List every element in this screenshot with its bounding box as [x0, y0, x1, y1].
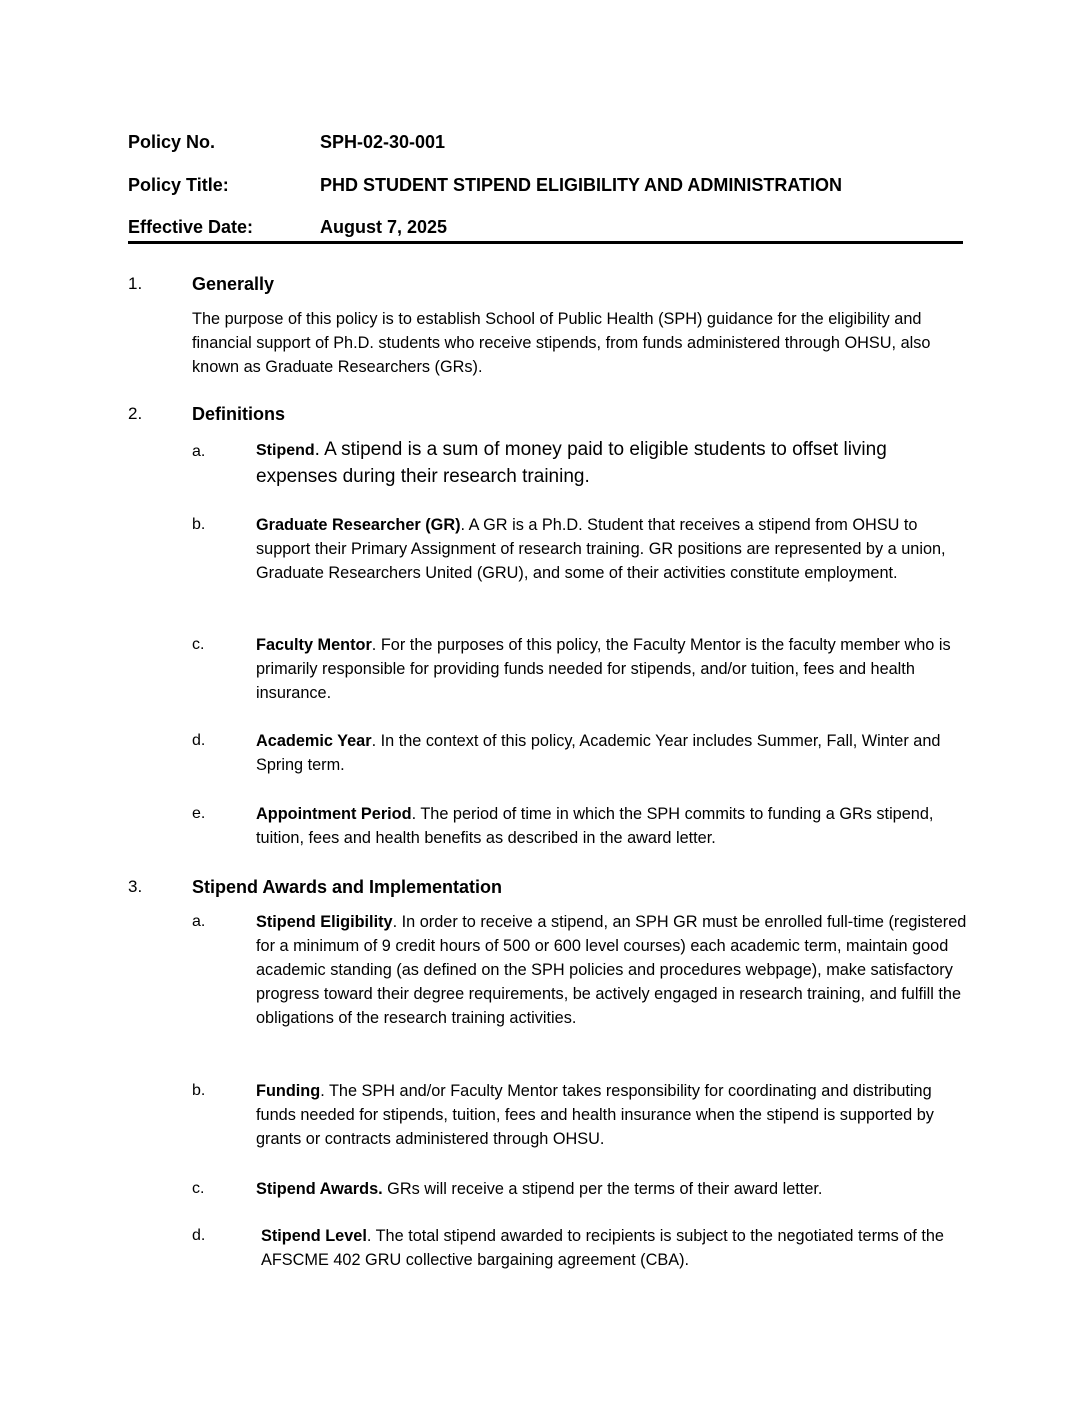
section-title-stipend-awards: Stipend Awards and Implementation	[192, 877, 503, 897]
list-item-letter: a.	[192, 913, 206, 930]
list-item-letter: b.	[192, 516, 206, 533]
definition-text: . The period of time in which the SPH commits to funding a GRs stipend, tuition, fees and health benefits as described in the award letter.	[256, 805, 934, 847]
policy-title-label: Policy Title:	[128, 175, 229, 195]
stipend-eligibility-item	[256, 910, 968, 1030]
effective-date-value: August 7, 2025	[320, 217, 448, 237]
section-title-definitions: Definitions	[192, 404, 285, 424]
section-number: 2.	[128, 404, 143, 423]
effective-date-label: Effective Date:	[128, 217, 254, 237]
item-text: . The total stipend awarded to recipients is subject to the negotiated terms of the AFSCME 402 GRU collective bargaining agreement (CBA).	[261, 1227, 944, 1269]
definition-text: . In the context of this policy, Academic Year includes Summer, Fall, Winter and Spring term.	[256, 732, 941, 774]
header-divider	[128, 241, 963, 244]
list-item-letter: d.	[192, 1227, 206, 1244]
item-term: Stipend Level	[261, 1227, 367, 1245]
list-item-letter: d.	[192, 732, 206, 749]
list-item-letter: c.	[192, 1180, 205, 1197]
section-number: 1.	[128, 274, 143, 293]
policy-title-value: PHD STUDENT STIPEND ELIGIBILITY AND ADMINISTRATION	[320, 175, 843, 195]
stipend-awards-item	[256, 1177, 968, 1201]
definition-term: Appointment Period	[256, 805, 412, 823]
definition-text: . For the purposes of this policy, the Faculty Mentor is the faculty member who is primarily responsible for providing funds needed for stipends, and/or tuition, fees and health insurance.	[256, 636, 951, 702]
definition-term: Stipend	[256, 442, 315, 459]
definition-term: Graduate Researcher (GR)	[256, 516, 461, 534]
item-text: GRs will receive a stipend per the terms of their award letter.	[382, 1180, 823, 1198]
policy-number-label: Policy No.	[128, 132, 216, 152]
policy-number-value: SPH-02-30-001	[320, 132, 446, 152]
item-term: Funding	[256, 1082, 321, 1100]
definition-faculty-mentor	[256, 633, 968, 705]
section-number: 3.	[128, 877, 143, 896]
item-term: Stipend Awards.	[256, 1180, 383, 1198]
section-generally-text: The purpose of this policy is to establish School of Public Health (SPH) guidance for the eligibility and financial support of Ph.D. students who receive stipends, from funds administered through OHSU, also known as Graduate Researchers (GRs).	[192, 310, 931, 376]
list-item-letter: c.	[192, 636, 205, 653]
list-item-letter: a.	[192, 443, 206, 460]
definition-academic-year	[256, 729, 968, 777]
funding-item	[256, 1079, 968, 1151]
definition-term: Faculty Mentor	[256, 636, 372, 654]
section-title-generally: Generally	[192, 274, 275, 294]
list-item-letter: e.	[192, 805, 206, 822]
definition-appointment-period	[256, 802, 968, 850]
item-term: Stipend Eligibility	[256, 913, 393, 931]
item-text: . The SPH and/or Faculty Mentor takes responsibility for coordinating and distributing funds needed for stipends, tuition, fees and health insurance when the stipend is supported by grants or contracts administered through OHSU.	[256, 1082, 934, 1148]
definition-stipend	[256, 437, 968, 490]
list-item-letter: b.	[192, 1082, 206, 1099]
definition-graduate-researcher	[256, 513, 968, 585]
stipend-level-item	[261, 1224, 968, 1272]
item-text: . In order to receive a stipend, an SPH GR must be enrolled full-time (registered for a minimum of 9 credit hours of 500 or 600 level courses) each academic term, maintain good academic standing (as defined on the SPH policies and procedures webpage), make satisfactory progress toward their degree requirements, be actively engaged in research training, and fulfill the obligations of the research training activities.	[256, 913, 967, 1027]
definition-text: . A stipend is a sum of money paid to eligible students to offset living expenses during their research training.	[256, 439, 887, 487]
definition-term: Academic Year	[256, 732, 372, 750]
definition-text: . A GR is a Ph.D. Student that receives a stipend from OHSU to support their Primary Assignment of research training. GR positions are represented by a union, Graduate Researchers United (GRU), and some of their activities constitute employment.	[256, 516, 946, 582]
